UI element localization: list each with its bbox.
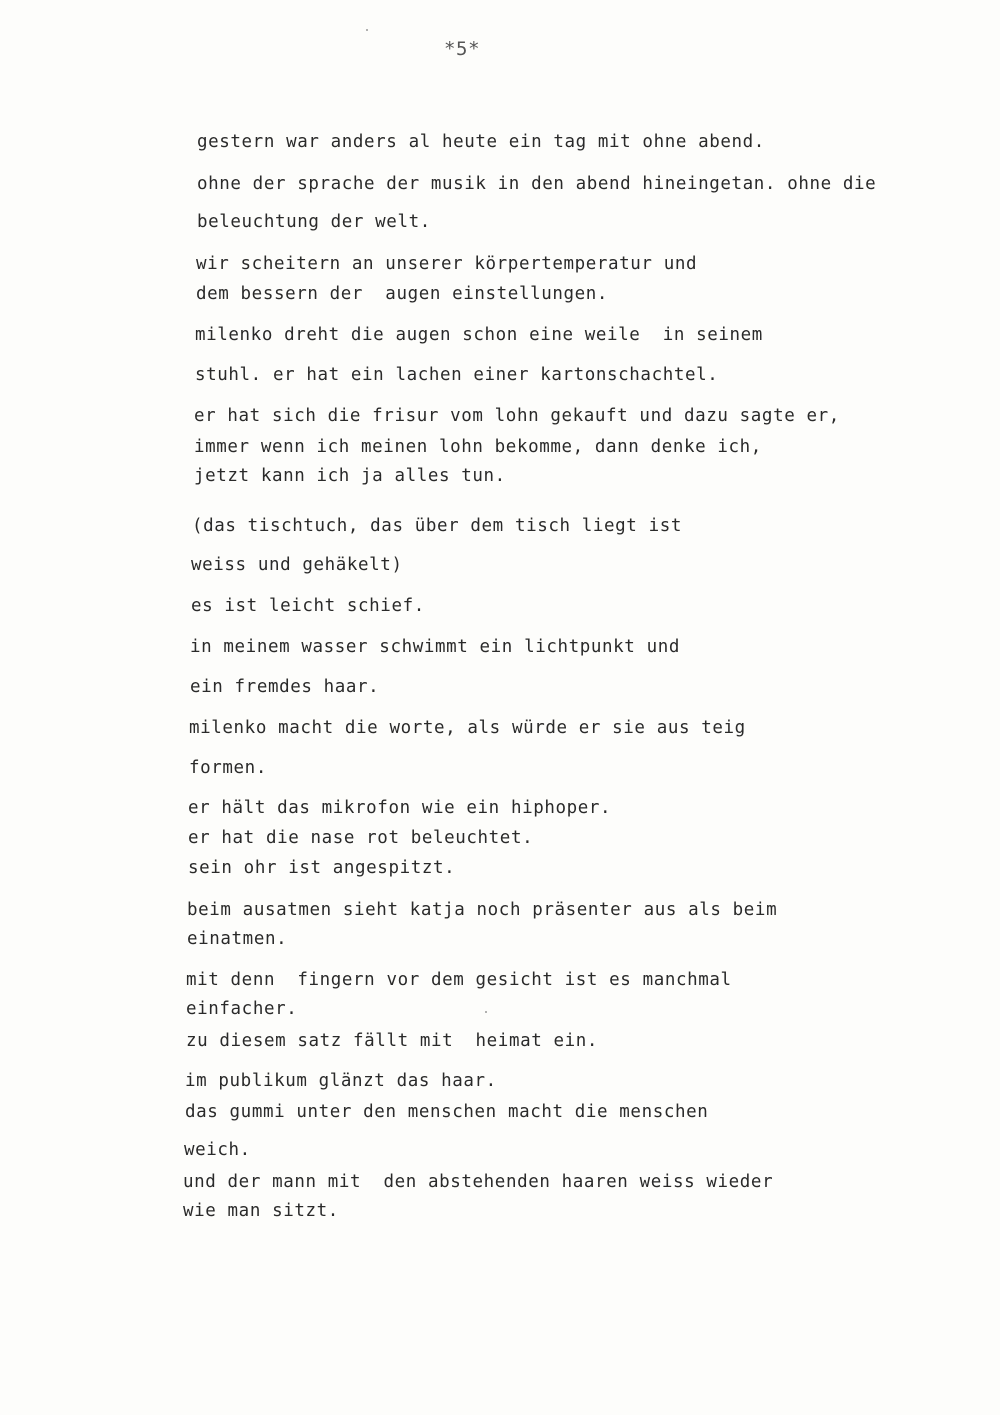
paper-speck [485, 1011, 487, 1013]
text-line: mit denn fingern vor dem gesicht ist es manchmal [186, 970, 732, 990]
text-line: ein fremdes haar. [190, 677, 380, 697]
text-line: er hält das mikrofon wie ein hiphoper. [188, 798, 612, 818]
text-line: beleuchtung der welt. [197, 212, 431, 232]
text-line: in meinem wasser schwimmt ein lichtpunkt und [190, 637, 680, 657]
text-line: wie man sitzt. [183, 1201, 339, 1221]
text-line: gestern war anders al heute ein tag mit ohne abend. [197, 132, 765, 152]
text-line: es ist leicht schief. [191, 596, 425, 616]
text-line: er hat die nase rot beleuchtet. [188, 828, 534, 848]
text-line: zu diesem satz fällt mit heimat ein. [186, 1031, 599, 1051]
text-line: immer wenn ich meinen lohn bekomme, dann denke ich, [194, 437, 762, 457]
text-line: dem bessern der augen einstellungen. [196, 284, 609, 304]
text-line: (das tischtuch, das über dem tisch liegt ist [192, 516, 682, 536]
text-line: beim ausatmen sieht katja noch präsenter aus als beim [187, 900, 778, 920]
text-line: und der mann mit den abstehenden haaren weiss wieder [183, 1172, 774, 1192]
text-line: stuhl. er hat ein lachen einer kartonschachtel. [195, 365, 719, 385]
text-line: sein ohr ist angespitzt. [188, 858, 456, 878]
text-line: weich. [184, 1140, 251, 1160]
text-line: ohne der sprache der musik in den abend hineingetan. ohne die [197, 174, 877, 194]
text-line: formen. [189, 758, 267, 778]
text-line: einfacher. [186, 999, 298, 1019]
text-line: milenko dreht die augen schon eine weile in seinem [195, 325, 763, 345]
text-line: einatmen. [187, 929, 288, 949]
text-line: milenko macht die worte, als würde er sie aus teig [189, 718, 746, 738]
text-line: er hat sich die frisur vom lohn gekauft und dazu sagte er, [194, 406, 840, 426]
text-line: im publikum glänzt das haar. [185, 1071, 497, 1091]
paper-speck [366, 29, 368, 31]
text-line: das gummi unter den menschen macht die menschen [185, 1102, 709, 1122]
text-line: wir scheitern an unserer körpertemperatur und [196, 254, 698, 274]
text-line: weiss und gehäkelt) [191, 555, 403, 575]
page-number: *5* [444, 38, 481, 60]
text-line: jetzt kann ich ja alles tun. [194, 466, 506, 486]
